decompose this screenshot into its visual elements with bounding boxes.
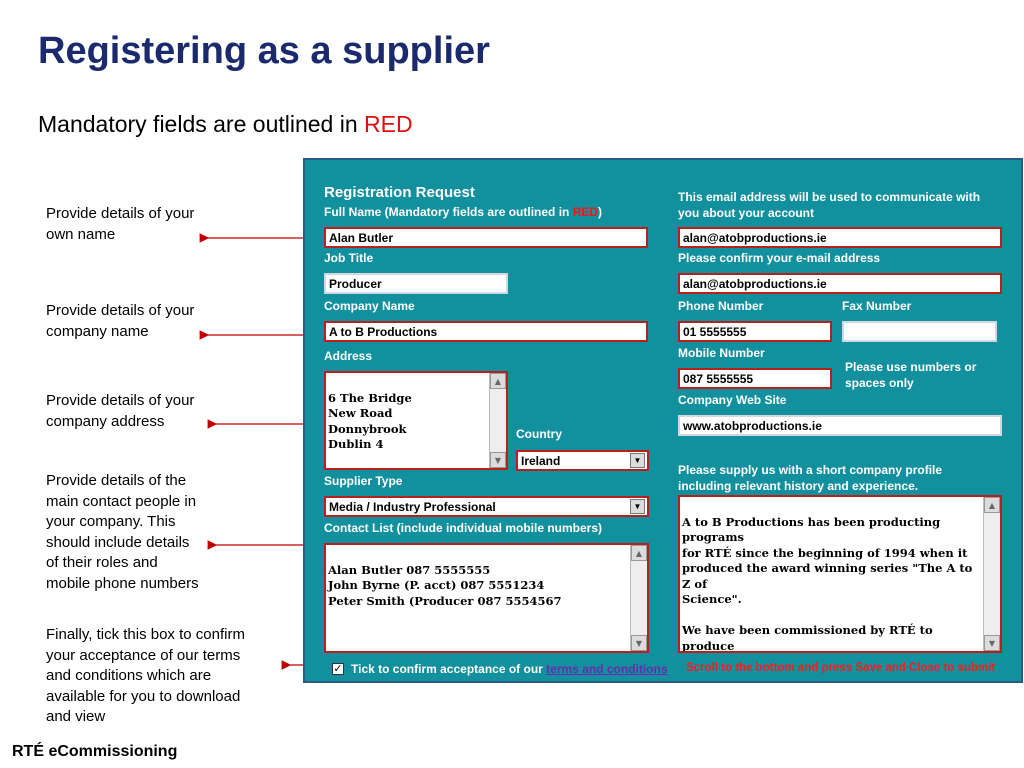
- terms-checkbox[interactable]: [332, 663, 344, 675]
- address-scrollbar[interactable]: [489, 373, 506, 468]
- slide-title: Registering as a supplier: [38, 30, 490, 72]
- form-heading: Registration Request: [324, 184, 475, 201]
- job-title-label: Job Title: [324, 251, 374, 265]
- country-value: Ireland: [521, 454, 561, 468]
- scroll-up-icon[interactable]: ▲: [984, 497, 1000, 513]
- scroll-up-icon[interactable]: ▲: [631, 545, 647, 561]
- email-note: This email address will be used to communicate with you about your account: [678, 190, 981, 220]
- chevron-down-icon[interactable]: ▼: [630, 499, 645, 514]
- subtitle-text: Mandatory fields are outlined in: [38, 111, 365, 137]
- company-name-label: Company Name: [324, 299, 415, 313]
- contact-list-textarea[interactable]: [324, 543, 649, 653]
- address-text: 6 The Bridge New Road Donnybrook Dublin 4: [328, 390, 412, 451]
- scroll-down-icon[interactable]: ▼: [631, 635, 647, 651]
- website-input[interactable]: www.atobproductions.ie: [678, 415, 1002, 436]
- scroll-up-icon[interactable]: ▲: [490, 373, 506, 389]
- scroll-down-icon[interactable]: ▼: [490, 452, 506, 468]
- profile-text: A to B Productions has been producting programs for RTÉ since the beginning of 1994 when it produced the award winning series "The A to Z of Science". We have been commissioned by RTÉ to produce: [682, 514, 973, 653]
- address-textarea[interactable]: [324, 371, 508, 470]
- note-company-address: Provide details of your company address: [46, 392, 195, 430]
- note-contact-people: Provide details of the main contact people in your company. This should include details of their roles and mobile phone numbers: [46, 472, 199, 592]
- subtitle-red-word: RED: [364, 111, 413, 137]
- check-icon: ✓: [333, 663, 343, 675]
- registration-form: [303, 158, 1023, 683]
- contact-list-text: Alan Butler 087 5555555 John Byrne (P. acct) 087 5551234 Peter Smith (Producer 087 5554567: [328, 562, 562, 608]
- contact-list-label: Contact List (include individual mobile numbers): [324, 521, 603, 535]
- contact-list-scrollbar[interactable]: [630, 545, 647, 651]
- footer-brand: RTÉ eCommissioning: [12, 743, 178, 760]
- confirm-email-label: Please confirm your e-mail address: [678, 251, 881, 265]
- supplier-type-select[interactable]: [324, 496, 649, 517]
- mobile-label: Mobile Number: [678, 346, 765, 360]
- submit-note: Scroll to the bottom and press Save and Close to submit: [686, 662, 996, 674]
- fax-label: Fax Number: [842, 299, 912, 313]
- confirm-email-input[interactable]: alan@atobproductions.ie: [678, 273, 1002, 294]
- profile-scrollbar[interactable]: [983, 497, 1000, 651]
- phone-label: Phone Number: [678, 299, 764, 313]
- supplier-type-value: Media / Industry Professional: [329, 500, 496, 514]
- chevron-down-icon[interactable]: ▼: [630, 453, 645, 468]
- address-label: Address: [324, 349, 373, 363]
- supplier-type-label: Supplier Type: [324, 474, 403, 488]
- note-company-name: Provide details of your company name: [46, 302, 195, 340]
- email-input[interactable]: alan@atobproductions.ie: [678, 227, 1002, 248]
- profile-label: Please supply us with a short company profile including relevant history and experience.: [678, 463, 943, 493]
- note-terms: Finally, tick this box to confirm your acceptance of our terms and conditions which are available for you to download and view: [46, 626, 245, 725]
- scroll-down-icon[interactable]: ▼: [984, 635, 1000, 651]
- terms-link[interactable]: terms and conditions: [546, 662, 668, 676]
- note-own-name: Provide details of your own name: [46, 205, 195, 243]
- profile-textarea[interactable]: [678, 495, 1002, 653]
- website-label: Company Web Site: [678, 393, 787, 407]
- numbers-note: Please use numbers or spaces only: [845, 360, 977, 390]
- full-name-label: Full Name (Mandatory fields are outlined in RED): [324, 205, 603, 219]
- job-title-input[interactable]: Producer: [324, 273, 508, 294]
- fax-input[interactable]: [842, 321, 997, 342]
- terms-text: Tick to confirm acceptance of our terms and conditions: [351, 662, 668, 676]
- country-select[interactable]: [516, 450, 649, 471]
- phone-input[interactable]: 01 5555555: [678, 321, 832, 342]
- country-label: Country: [516, 427, 562, 441]
- company-name-input[interactable]: A to B Productions: [324, 321, 648, 342]
- mobile-input[interactable]: 087 5555555: [678, 368, 832, 389]
- full-name-input[interactable]: Alan Butler: [324, 227, 648, 248]
